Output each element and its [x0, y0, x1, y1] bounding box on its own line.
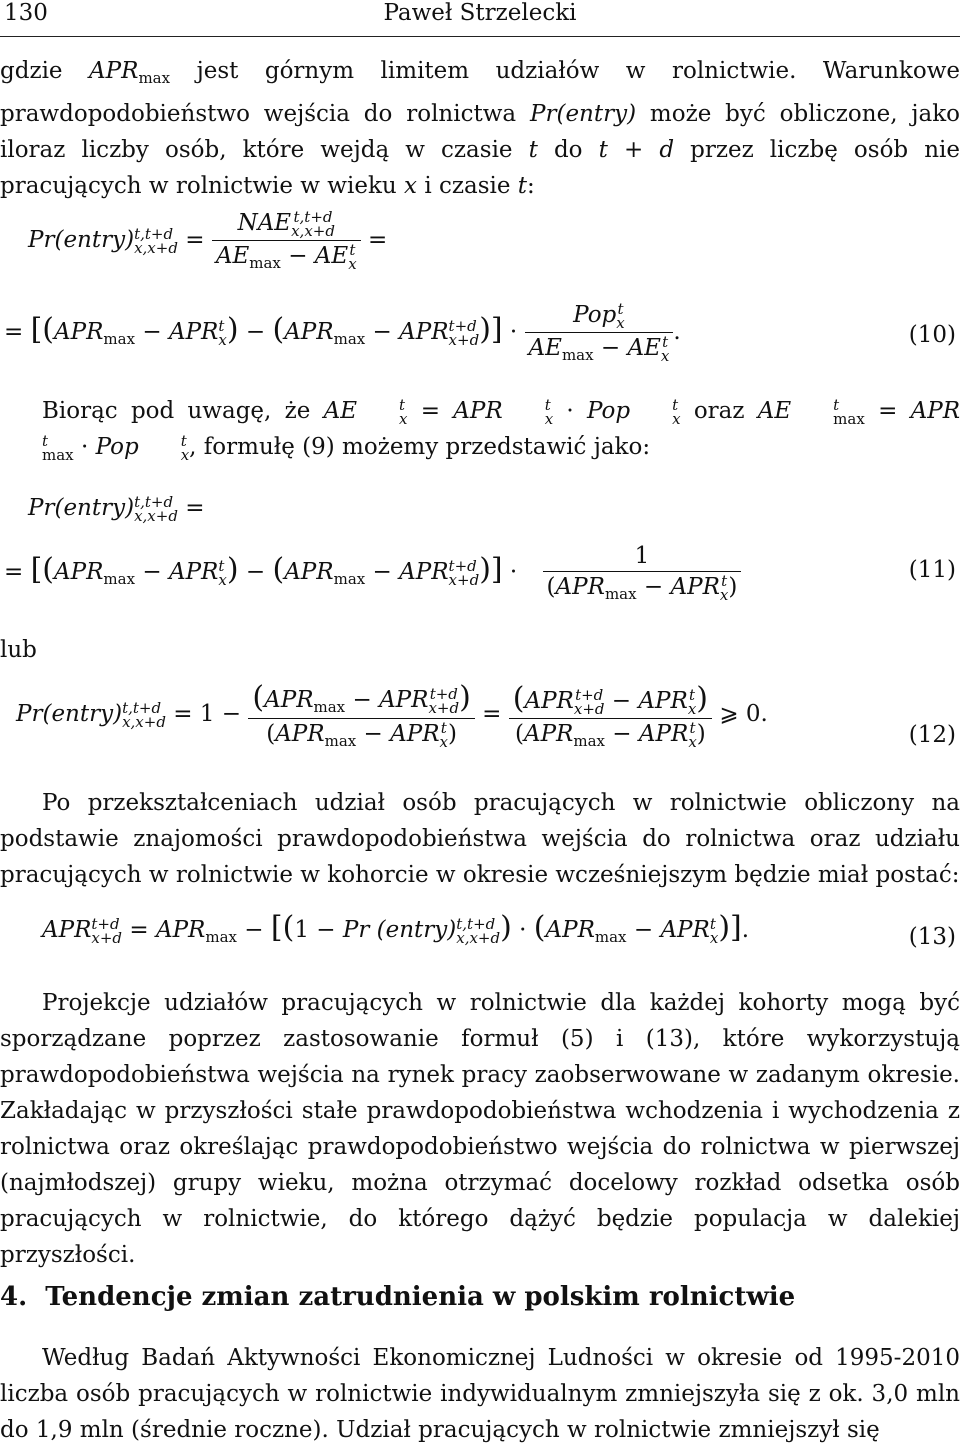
- text-run: i czasie: [417, 173, 518, 199]
- section-heading: [0, 1282, 960, 1312]
- text-run: jest górnym limitem udziałów w rolnictwie. Warunkowe prawdopodobieństwo wejścia do rolnictwa: [0, 58, 960, 127]
- math-t: t: [528, 137, 538, 163]
- running-head-author: Paweł Strzelecki: [383, 0, 577, 26]
- section-title: Tendencje zmian zatrudnienia w polskim rolnictwie: [45, 1282, 796, 1312]
- fraction: NAE t,t+d x,x+d $AE_{max}$ − AE t x: [212, 210, 361, 272]
- fraction: Pop t x $AE_{max}$ − AE t x: [525, 302, 674, 364]
- math-ae: AE: [215, 243, 250, 269]
- equation-number: (13): [908, 924, 956, 950]
- math-ae: AE: [314, 243, 349, 269]
- math-zero: 0.: [745, 701, 768, 727]
- math-sub: x,x+d: [134, 239, 178, 257]
- math-x: x: [404, 173, 418, 199]
- math-sub-max: max: [249, 254, 281, 272]
- math-apr: APR: [54, 319, 104, 345]
- equation-11-line2: = [($APR_{max}$ − APR t x ) − ($APR_{max}$ − APR t+d x+d )] · 1 ($APR_{max}$ − APR t x ): [4, 543, 741, 603]
- fraction: 1 ($APR_{max}$ − APR t x ): [543, 543, 742, 603]
- math-sup: t,t+d: [134, 225, 174, 243]
- text-run: może być obliczone, jako iloraz liczby osób, które wejdą w czasie: [0, 101, 960, 163]
- math-apr: APR: [89, 58, 139, 84]
- fraction: ($APR_{max}$ − APR t+d x+d ) ($APR_{max}$ − APR t x ): [248, 680, 474, 750]
- fraction: (APR t+d x+d − APR t x ) ($APR_{max}$ − APR t x ): [509, 681, 712, 750]
- math-one: 1: [543, 543, 742, 572]
- math-t: t: [517, 173, 528, 199]
- equation-number: (12): [908, 722, 956, 748]
- math-apr: APR: [168, 319, 219, 345]
- equation-10: [0, 210, 960, 380]
- math-t-plus-d: t + d: [598, 137, 675, 163]
- text-run: oraz: [680, 398, 758, 424]
- equation-11-line1: Pr(entry) t,t+d x,x+d =: [28, 493, 205, 525]
- text-run: przez liczbę osób nie pracujących w rolnictwie w wieku: [0, 137, 960, 199]
- text-run: gdzie: [0, 58, 90, 84]
- equation-12-line: Pr(entry) t,t+d x,x+d = 1 − ($APR_{max}$ − APR t+d x+d ) ($APR_{max}$ − APR t x ) = (APR t+d x+d − APR t x ) ($APR_{max}$ − APR t x ) ⩾ 0.: [16, 680, 768, 751]
- equation-number: (10): [908, 322, 956, 348]
- math-pr-entry: Pr(entry): [28, 227, 135, 253]
- equation-13: [0, 910, 960, 970]
- page-number: 130: [4, 0, 48, 26]
- text-run: do: [537, 137, 599, 163]
- equation-10-line1: Pr(entry) t,t+d x,x+d = NAE t,t+d x,x+d $AE_{max}$ − AE t x =: [28, 208, 388, 273]
- math-sup: t,t+d: [293, 208, 333, 226]
- equation-11: [0, 495, 960, 615]
- math-apr: APR: [399, 319, 449, 345]
- text-run: Biorąc pod uwagę, że: [42, 398, 324, 424]
- text-lub: lub: [0, 637, 37, 663]
- math-ae: AE: [528, 335, 562, 361]
- section-number: 4.: [0, 1282, 28, 1312]
- paragraph-intro: [0, 53, 960, 204]
- math-pr-entry: Pr(entry): [28, 495, 135, 521]
- math-nae: NAE: [237, 210, 292, 236]
- math-sub-max: max: [138, 69, 171, 87]
- math-apr: APR: [284, 319, 334, 345]
- equation-10-line2: = [($APR_{max}$ − APR t x ) − ($APR_{max}$ − APR t+d x+d )] · Pop t x $AE_{max}$ − AE t x .: [4, 300, 681, 365]
- equation-13-line: APR t+d x+d = $APR_{max} - [(1 - Pr$ (entry) t,t+d x,x+d ) · ($APR_{max}$ − APR t x )].: [42, 910, 750, 947]
- page-header: [0, 0, 960, 37]
- equation-number: (11): [908, 557, 956, 583]
- math-sub: x,x+d: [291, 222, 335, 240]
- text-run: :: [527, 173, 535, 199]
- paragraph-transformation: Po przekształceniach udział osób pracujących w rolnictwie obliczony na podstawie znajomości prawdopodobieństwa wejścia do rolnictwa oraz udziału pracujących w rolnictwie w kohorcie w okresie wcześniejszym będzie miał postać:: [0, 790, 960, 888]
- paragraph-projections: Projekcje udziałów pracujących w rolnictwie dla każdej kohorty mogą być sporządzane poprzez zastosowanie formuł (5) i (13), które wykorzystują prawdopodobieństwa wejścia na rynek pracy zaobserwowane w zadanym okresie. Zakładając w przyszłości stałe prawdopodobieństwa wchodzenia i wychodzenia z rolnictwa oraz określając prawdopodobieństwo wejścia do rolnictwa w pierwszej (najmłodszej) grupy wieku, można otrzymać docelowy rozkład odsetka osób pracujących w rolnictwie, do którego dążyć będzie populacja w dalekiej przyszłości.: [0, 990, 960, 1268]
- paragraph-substitution: Biorąc pod uwagę, że AE t x = APR t x · Pop t x oraz AE t max = APR t max · Pop t x , formułę (9) możemy przedstawić jako:: [42, 396, 960, 464]
- text-run: , formułę (9) możemy przedstawić jako:: [189, 434, 651, 460]
- equation-12: [0, 680, 960, 780]
- math-pop: Pop: [573, 302, 617, 328]
- paragraph-employment-trends: Według Badań Aktywności Ekonomicznej Ludności w okresie od 1995-2010 liczba osób pracujących w rolnictwie indywidualnym zmniejszyła się z ok. 3,0 mln do 1,9 mln (średnie roczne). Udział pracujących w rolnictwie zmniejszył się: [0, 1345, 960, 1443]
- math-pr-entry: Pr(entry): [530, 101, 637, 127]
- math-one: 1: [199, 701, 215, 727]
